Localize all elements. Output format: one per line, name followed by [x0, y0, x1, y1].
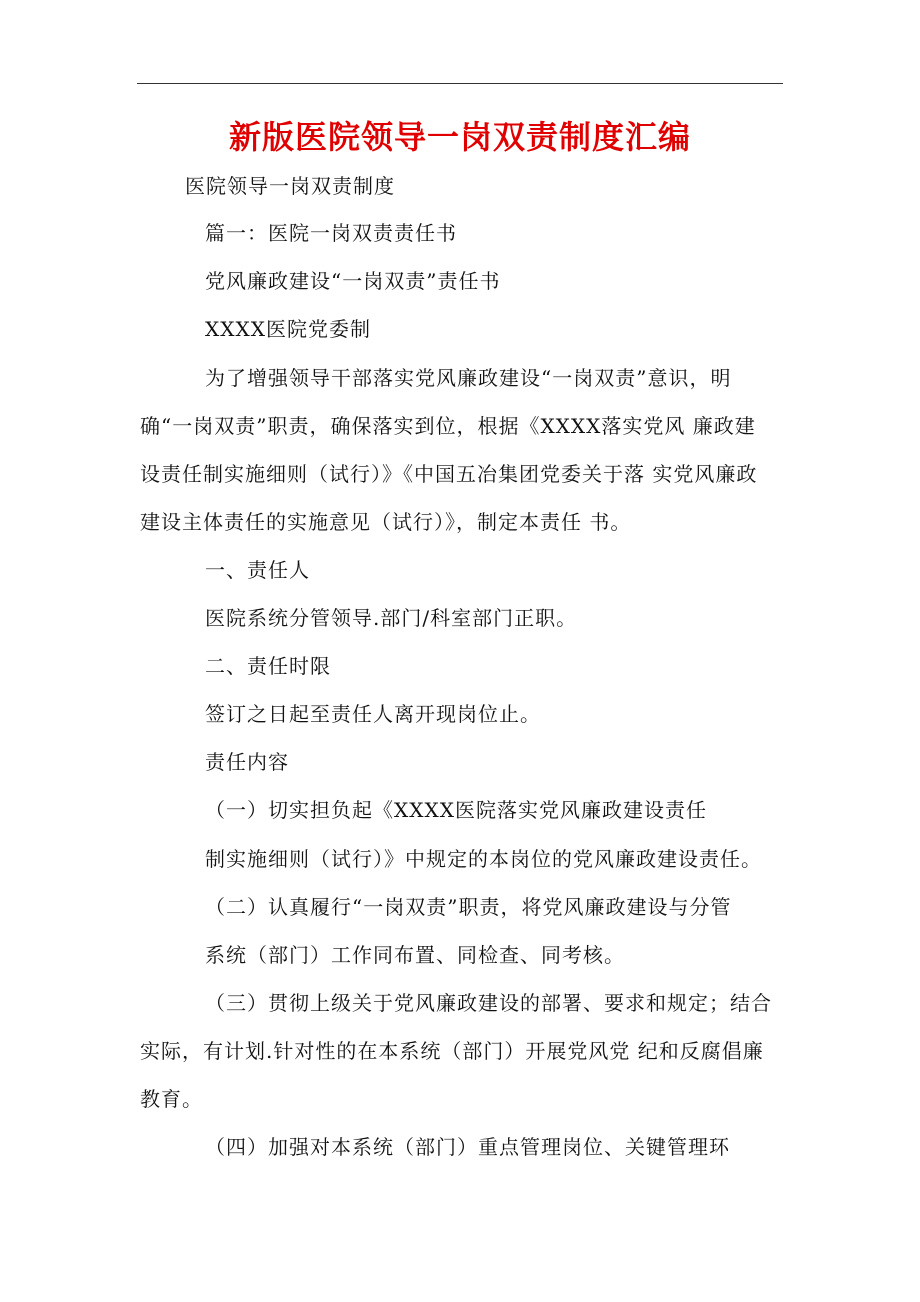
doc-line-12: 签订之日起至责任人离开现岗位止。: [205, 702, 541, 726]
header-rule: [137, 83, 783, 84]
doc-line-20: 教育。: [140, 1087, 203, 1111]
doc-line-1: 医院领导一岗双责制度: [185, 174, 395, 198]
doc-line-3: 党风廉政建设“一岗双责”责任书: [205, 269, 501, 293]
doc-line-21: （四）加强对本系统（部门）重点管理岗位、关键管理环: [205, 1135, 730, 1159]
doc-line-7: 设责任制实施细则（试行）》《中国五冶集团党委关于落 实党风廉政: [140, 462, 758, 486]
doc-line-15: 制实施细则（试行）》中规定的本岗位的党风廉政建设责任。: [205, 847, 762, 871]
doc-line-4: XXXX医院党委制: [205, 317, 371, 341]
doc-line-19: 实际，有计划.针对性的在本系统（部门）开展党风党 纪和反腐倡廉: [140, 1039, 764, 1063]
doc-line-6: 确“一岗双责”职责，确保落实到位，根据《XXXX落实党风 廉政建: [140, 414, 756, 438]
document-title: 新版医院领导一岗双责制度汇编: [228, 118, 691, 156]
doc-line-10: 医院系统分管领导.部门/科室部门正职。: [205, 606, 578, 630]
doc-line-13: 责任内容: [205, 750, 289, 774]
doc-line-14: （一）切实担负起《XXXX医院落实党风廉政建设责任: [205, 798, 707, 822]
doc-line-17: 系统（部门）工作同布置、同检查、同考核。: [205, 943, 625, 967]
doc-line-9: 一、责任人: [205, 558, 310, 582]
doc-line-5: 为了增强领导干部落实党风廉政建设“一岗双责”意识，明: [205, 366, 732, 390]
doc-line-11: 二、责任时限: [205, 654, 331, 678]
doc-line-8: 建设主体责任的实施意见（试行）》，制定本责任 书。: [140, 510, 632, 534]
doc-line-18: （三）贯彻上级关于党风廉政建设的部署、要求和规定；结合: [205, 991, 772, 1015]
doc-line-2: 篇一：医院一岗双责责任书: [205, 221, 457, 245]
doc-line-16: （二）认真履行“一岗双责”职责，将党风廉政建设与分管: [205, 895, 732, 919]
